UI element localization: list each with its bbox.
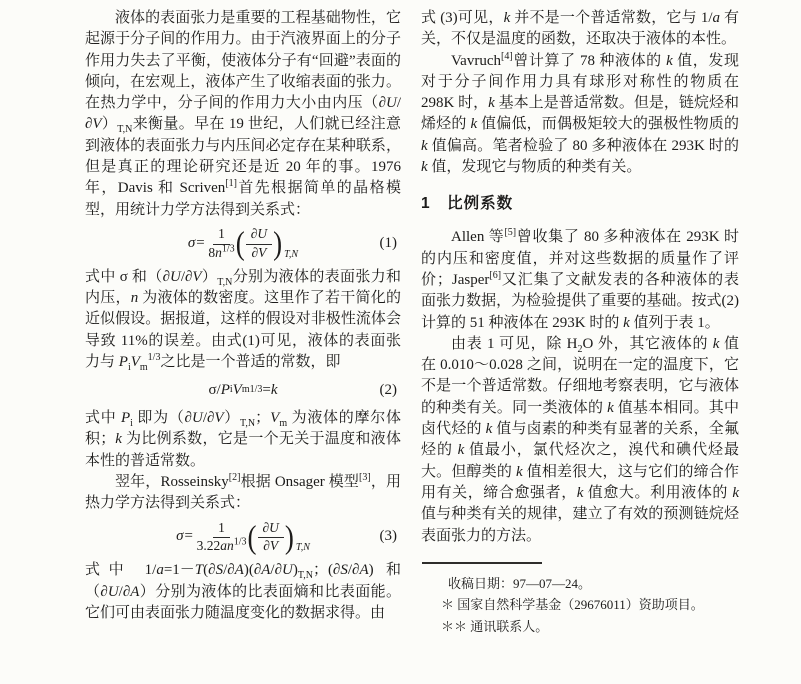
right-column (421, 8, 739, 637)
footnote-rule (422, 562, 542, 564)
right-paren: ) (284, 518, 294, 555)
equation-number: (3) (379, 528, 397, 545)
equation-body: σ= $\frac{1}{8n^{1/3}}$ ( $\frac{\partial U}{\partial V}$ ) T,N (187, 225, 299, 262)
equation-number: (2) (379, 381, 397, 398)
paragraph: 翌年，Rosseinsky[2]根据 Onsager 模型[3]，用热力学方法得到关系式： (85, 472, 401, 512)
paragraph: Allen 等[5]曾收集了 80 多种液体在 293K 时的内压和密度值，并对这些数据的质量作了评价；Jasper[6]又汇集了文献发表的各种液体的表面张力数据，为检验提供了重要的基础。按式(2)计算的 51 种液体在 293K 时的 k 值列于表 1。 (421, 227, 740, 331)
fraction: $\frac{1}{8n^{1/3}}$ (208, 225, 235, 260)
equation-subscript: T,N (284, 248, 299, 260)
paragraph: 式中 σ 和$(\partial U/\partial V)_{T,N}$分别为液体的表面张力和内压，n 为液体的数密度。这里作了若干简化的近似假设。据报道，这样的假设对非极性流体会导致 11%的误差。由式(1)可见，液体的表面张力与 $P_iV_m^{1/3}$之比是一个普适的常数，即 (85, 268, 401, 373)
paragraph: 式 (3)可见，k 并不是一个普适常数，它与 1/a 有关，不仅是温度的函数，还取决于液体的本性。 (421, 10, 739, 48)
left-paren: ( (247, 518, 257, 555)
fraction: $\frac{\partial U}{\partial V}$ (258, 520, 284, 555)
equation (85, 378, 401, 402)
left-paren: ( (235, 225, 245, 262)
equation-body: σ= $\frac{1}{3.22an^{1/3}}$ ( $\frac{\partial U}{\partial V}$ ) T,N (176, 518, 310, 555)
footnote: ＊ 国家自然科学基金（29676011）资助项目。 (441, 597, 704, 613)
right-paren: ) (273, 225, 283, 262)
fraction: $\frac{\partial U}{\partial V}$ (246, 226, 272, 261)
footnote: 收稿日期：97—07—24。 (448, 575, 592, 591)
paragraph: Vavruch[4]曾计算了 78 种液体的 k 值，发现对于分子间作用力具有球形对称性的物质在 298K 时，k 基本上是普适常数。但是，链烷烃和烯烃的 k 值偏低，而偶极矩较大的强极性物质的 k 值偏高。笔者检验了 80 多种液体在 293K 时的 k 值，发现它与物质的种类有关。 (421, 50, 739, 176)
section-heading: 1 比例系数 (421, 195, 514, 213)
paragraph: 式中 $1/a=1-T(\partial S/\partial A)(\partial A/\partial U)_{T,N}$；(∂S/∂A) 和（∂U/∂A）分别为液体的比表面熵和比表面能。它们可由表面张力随温度变化的数据求得。由 (85, 562, 402, 621)
paragraph: 由表 1 可见，除 $H_2O$ 外，其它液体的 k 值在 0.010～0.028 之间，说明在一定的温度下，它不是一个普适常数。仔细地考察表明，它与液体的种类有关。同一类液体的 k 值基本相同。其中卤代烃的 k 值与卤素的种类有显著的关系，全氟烃的 k 值最小，氯代烃次之，溴代和碘代烃最大。但醇类的 k 值相差很大，这与它们的缔合作用有关，缔合愈强者，k 值愈大。利用液体的 k 值与种类有关的规律，建立了有效的预测链烷烃表面张力的方法。 (421, 335, 739, 544)
footnote: ＊＊ 通讯联系人。 (441, 618, 549, 634)
fraction: $\frac{1}{3.22an^{1/3}}$ (196, 519, 247, 554)
equation (85, 226, 401, 261)
equation (85, 520, 401, 555)
equation-subscript: T,N (295, 542, 310, 554)
equation-body: σ/ P i V m 1/3 = k (208, 381, 278, 398)
left-column (85, 8, 401, 624)
paragraph: 液体的表面张力是重要的工程基础物性，它起源于分子间的作用力。由于汽液界面上的分子作用力失去了平衡，使液体分子有“回避”表面的倾向，在宏观上，液体产生了收缩表面的张力。在热力学中，分子间的作用力大小由内压$(\partial U/\partial V)_{T,N}$来衡量。早在 19 世纪，人们就已经注意到液体的表面张力与内压间必定存在某种联系，但是真正的理论研究还是近 20 年的事。1976 年，Davis 和 Scriven[1]首先根据简单的晶格模型，用统计力学方法得到关系式： (85, 10, 401, 218)
paragraph: 式中 $P_i$ 即为$(\partial U/\partial V)_{T,N}$；$V_m$ 为液体的摩尔体积；k 为比例系数，它是一个无关于温度和液体本性的普适常数。 (85, 410, 401, 469)
equation-number: (1) (379, 234, 397, 251)
